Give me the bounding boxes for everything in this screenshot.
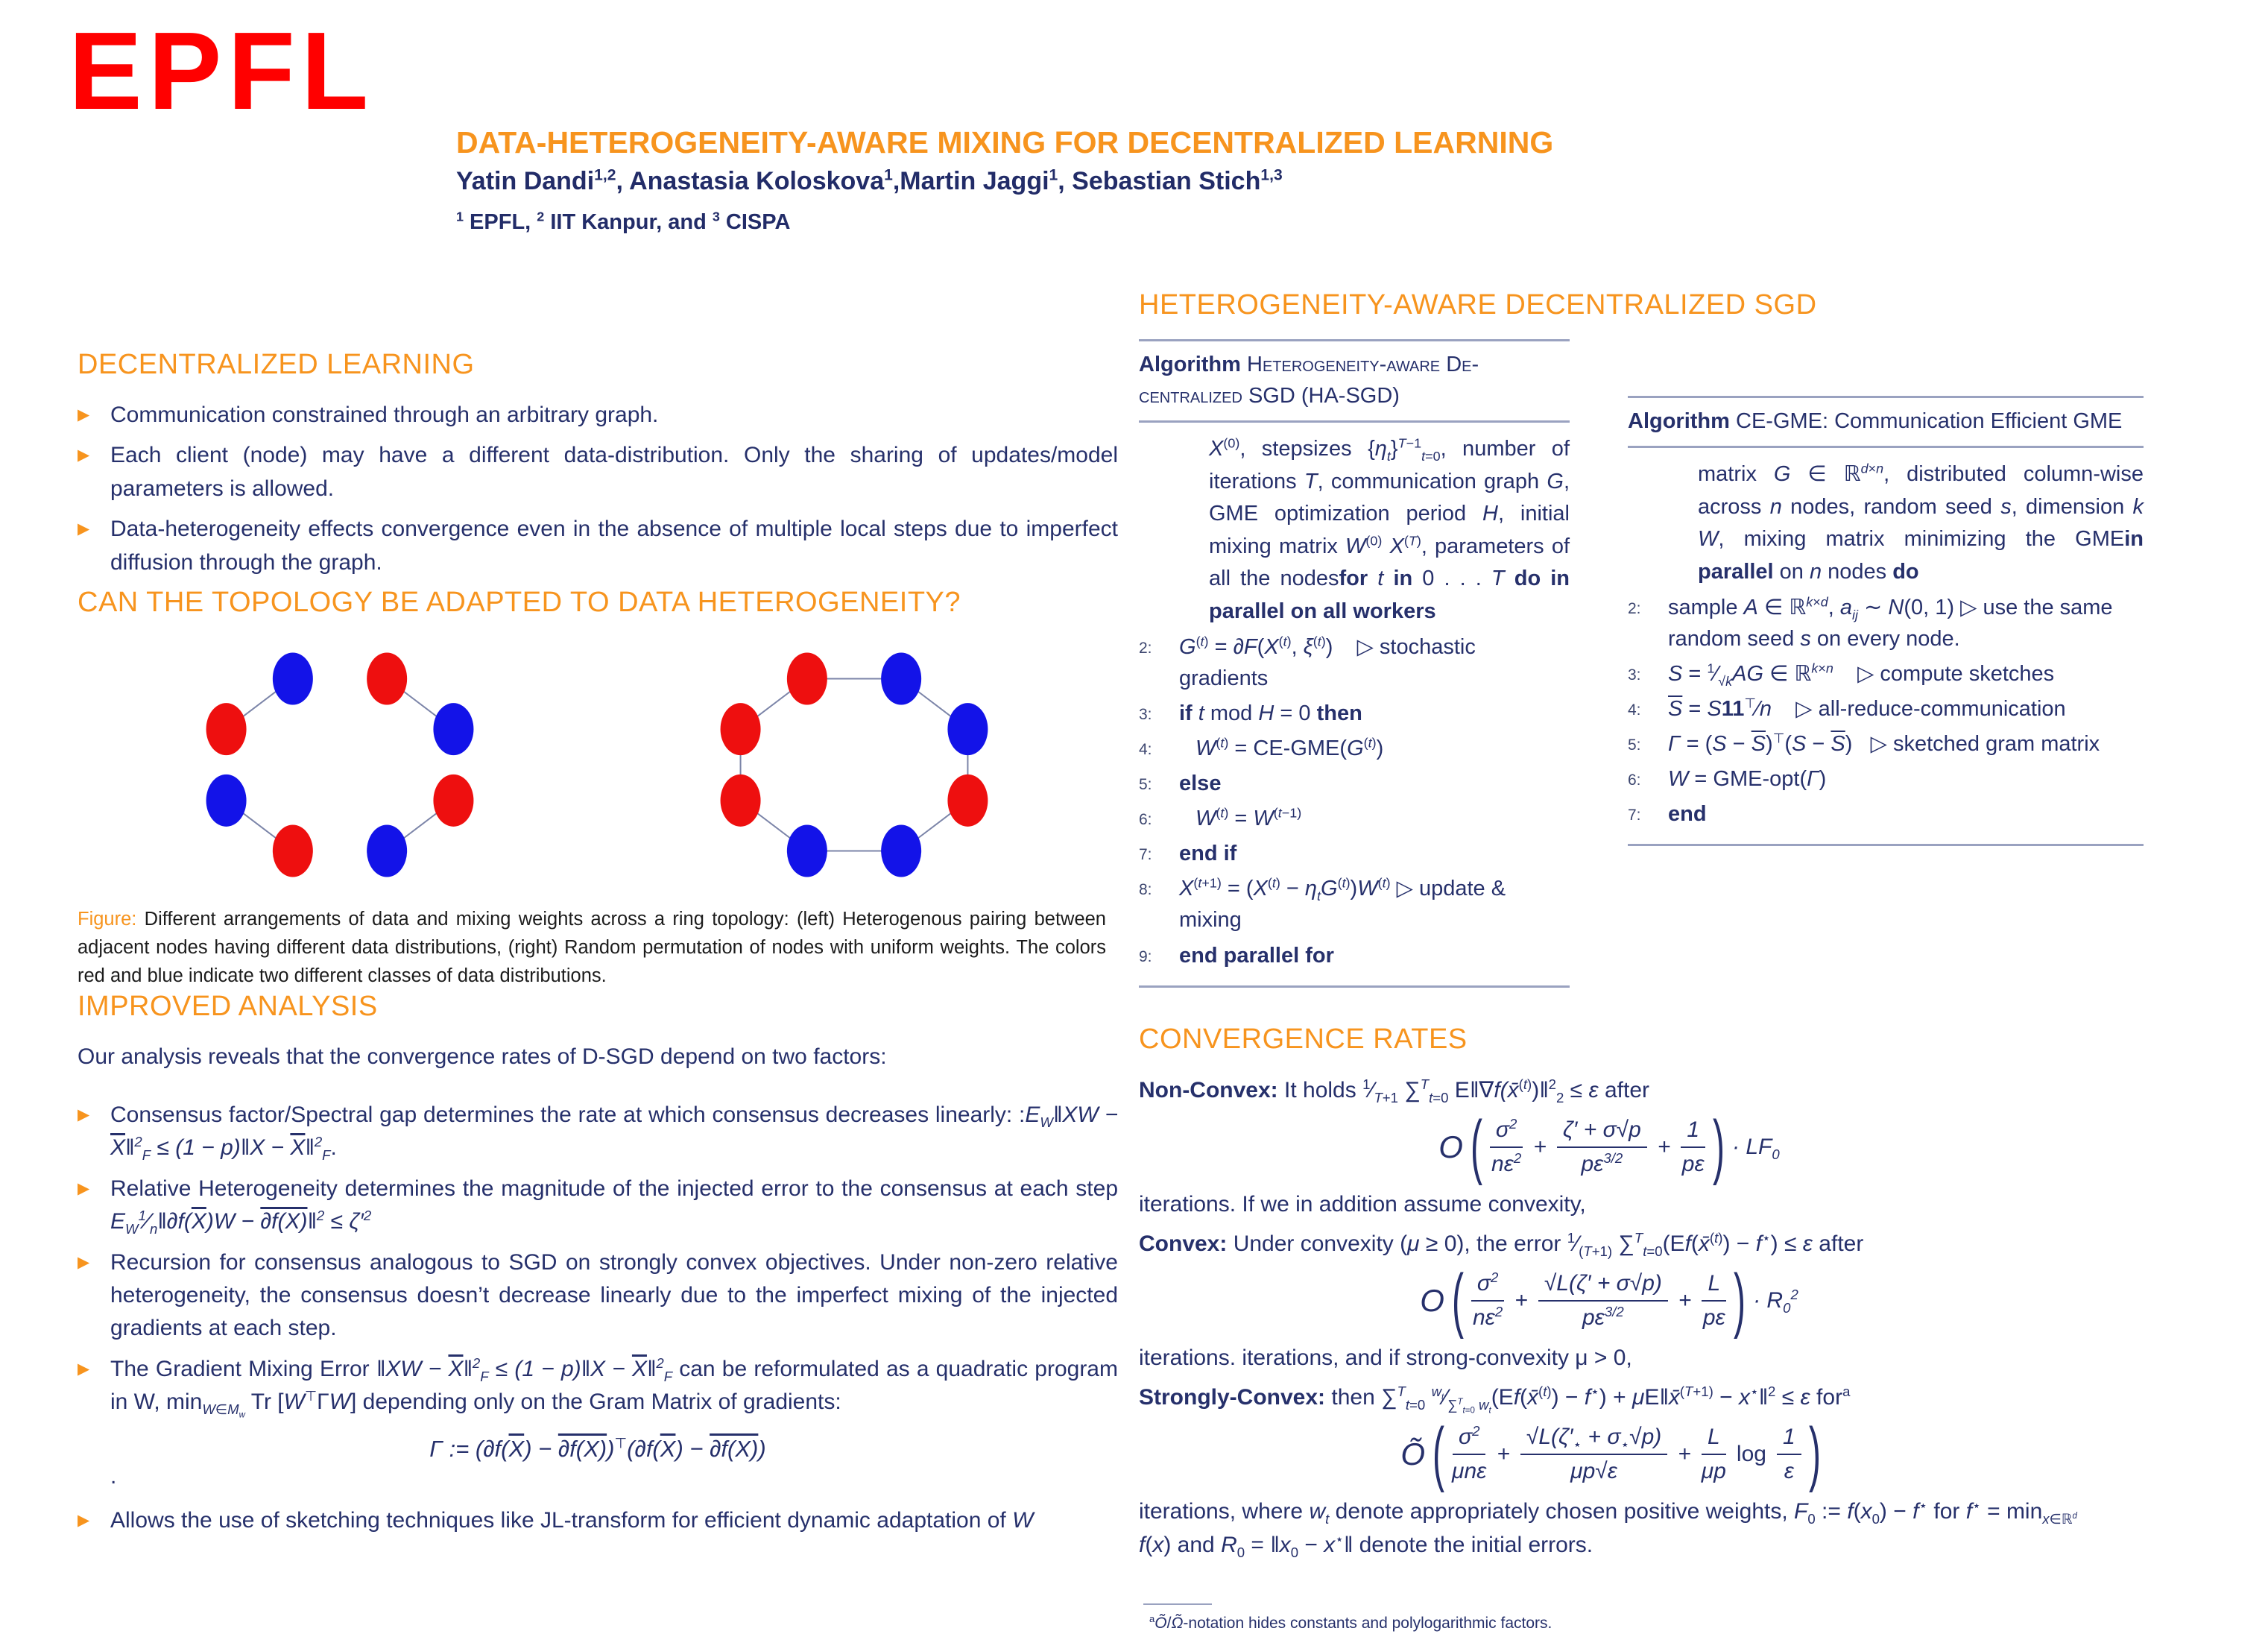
- graph-node-red: [787, 652, 827, 704]
- graph-node-red: [367, 652, 407, 704]
- left-paren: (: [1470, 1106, 1482, 1187]
- line-number: 7:: [1139, 846, 1152, 864]
- bullet-item: [78, 1246, 1118, 1346]
- bullet-item: [78, 1353, 1118, 1419]
- convergence-section: [1139, 1023, 2079, 1634]
- graph-node-blue: [273, 652, 313, 704]
- graph-node-blue: [787, 824, 827, 877]
- iterations-note: iterations. iterations, and if strong-convexity μ > 0,: [1139, 1345, 1632, 1370]
- algorithm-line: 2: sample A ∈ ℝ$^{k\times d}$, $a_{ij}$ ∼ N(0, 1) ▷ use the same random seed s on every node.: [1628, 592, 2144, 654]
- line-number: 8:: [1139, 881, 1152, 899]
- bullet-icon: ▶: [78, 1106, 90, 1124]
- figure-caption: [78, 905, 1106, 991]
- algorithm-line: 7: end: [1628, 798, 2144, 830]
- bullet-icon: ▶: [78, 447, 90, 464]
- bullet-item: [78, 439, 1118, 505]
- footnote: $^a$Õ/Ω̃-notation hides constants and polylogarithmic factors.: [1149, 1612, 1552, 1632]
- algorithm-line: 6: W = GME-opt(Γ): [1628, 763, 2144, 795]
- graph-node-blue: [947, 703, 988, 755]
- algorithm-title: Algorithm Heterogeneity-aware De- centralized SGD (HA-SGD): [1139, 341, 1570, 423]
- graph-node-red: [206, 703, 247, 755]
- nonconvex-statement: Non-Convex: It holds $^1⁄_{T+1}$ ∑$^T_{t=0}$ E‖∇f(x̄$^{(t)}$)‖$^2_2$ ≤ ε after: [1139, 1076, 1649, 1105]
- affiliations: $^1$ EPFL, $^2$ IIT Kanpur, and $^3$ CISPA: [456, 209, 791, 234]
- convex-statement: Convex: Under convexity (μ ≥ 0), the error $^1⁄_{(T+1)}$ ∑$^T_{t=0}$(Ef(x̄$^{(t)}$) − f⋆) ≤ ε after: [1139, 1229, 1864, 1259]
- algorithm-title: Algorithm CE-GME: Communication Efficient GME: [1628, 398, 2144, 448]
- bullet-icon: ▶: [78, 406, 90, 423]
- left-paren: (: [1432, 1413, 1445, 1494]
- algorithm-line: 6: $W^{(t)} = W^{(t-1)}$: [1139, 803, 1570, 834]
- algorithm-line: 5: else: [1139, 768, 1570, 799]
- line-number: 4:: [1139, 741, 1152, 759]
- graph-node-blue: [881, 652, 921, 704]
- line-number: 6:: [1628, 772, 1641, 789]
- improved-analysis-intro: Our analysis reveals that the convergence rates of D-SGD depend on two factors:: [78, 1044, 887, 1069]
- section-heading-convergence-rates: CONVERGENCE RATES: [1139, 1023, 1468, 1055]
- algorithm-body: [1139, 423, 1570, 971]
- algorithm-line: 3: $S = ^1⁄_{√k}AG$ ∈ ℝ$^{k\times n}$ ▷ compute sketches: [1628, 658, 2144, 690]
- right-paren: ): [1808, 1413, 1821, 1494]
- bullet-text: The Gradient Mixing Error ‖XW − $\overline{X}‖^2_F \le (1$ − p)‖X − $\overline{X}‖^2_F$ can be reformulated as a quadratic program in W, $\min_{W\in M_w} Tr$ [W⊤ΓW] depending only on the Gram Matrix of gradients:: [110, 1354, 1118, 1420]
- graph-node-blue: [367, 824, 407, 877]
- bullet-icon: ▶: [78, 1360, 90, 1378]
- line-number: 5:: [1139, 776, 1152, 794]
- algorithm-line: 2: $G^{(t)} = \partial F(X^{(t)}$, $\xi^{(t)}$) ▷ stochastic gradients: [1139, 631, 1570, 694]
- right-column: [1139, 289, 2147, 1634]
- algorithm-line: 8: $X^{(t+1)} = (X^{(t)} - \eta_tG^{(t)})W^{(t)}$ ▷ update & mixing: [1139, 873, 1570, 936]
- bullet-icon: ▶: [78, 520, 90, 538]
- line-number: 6:: [1139, 811, 1152, 829]
- graph-node-red: [433, 775, 473, 827]
- bullet-text: Communication constrained through an arbitrary graph.: [110, 403, 659, 427]
- poster-title: DATA-HETEROGENEITY-AWARE MIXING FOR DECENTRALIZED LEARNING: [456, 125, 1554, 160]
- bullet-item: [78, 1099, 1118, 1165]
- line-number: 7:: [1628, 807, 1641, 824]
- graph-node-red: [273, 824, 313, 877]
- graph-node-red: [721, 703, 761, 755]
- ring-topology-figure: [78, 637, 1114, 894]
- bullet-item: [78, 513, 1118, 579]
- big-O: O: [1438, 1129, 1463, 1164]
- rate-formula-nonconvex: O ( $\frac{\sigma^2}{n\varepsilon^2}$ + $\frac{\zeta' + \sigma√p}{p\varepsilon^{3/2}}$ + $\frac{1}{p\varepsilon}$ ) · $LF_0$: [1438, 1106, 1780, 1187]
- gram-matrix-formula: Γ := $(\partial f(\overline{X}) - \partial f(X))^⊤(\partial f(\overline{X}) - \partial f(X))$: [429, 1435, 766, 1462]
- initial-errors-note: iterations, where $w_t$ denote appropriately chosen positive weights, $F_0$ := $f(x_0) - f^⋆$ for $f^⋆ = \min_{x\in ℝ^d} f(x)$ and $R_0$ = $‖x_0$ − x⋆‖ denote the initial errors.: [1139, 1497, 2077, 1560]
- bullet-text: Consensus factor/Spectral gap determines the rate at which consensus decreases linearly: $:E_W‖XW$ − $\overline{X}‖^2_F \le (1$ − p)‖X − $\overline{X}‖^2_F$.: [110, 1103, 1119, 1164]
- algorithm-box-ce-gme: [1628, 396, 2144, 846]
- figure-caption-text: Different arrangements of data and mixing weights across a ring topology: (left) Heterogenous pairing between adjacent nodes having different data distributions, (right) Random permutation of nodes with uniform weights. The colors red and blue indicate two different classes of data distributions.: [78, 908, 1106, 987]
- line-number: 2:: [1628, 600, 1641, 618]
- bullet-item: [78, 1173, 1118, 1239]
- line-number: 5:: [1628, 736, 1641, 754]
- epfl-logo: EPFL: [69, 10, 375, 133]
- iterations-note: iterations. If we in addition assume convexity,: [1139, 1191, 1586, 1217]
- rate-formula-strongly-convex: Õ ( $\frac{\sigma^2}{\text{μnε}}$ + $\frac{√L(\zeta'_⋆ + \sigma_⋆√p)}{\mu p√\varepsilon}$ + $\frac{L}{\mu p}$ log $\frac{1}{\varepsilon}$ ): [1400, 1413, 1821, 1494]
- right-paren: ): [1713, 1106, 1725, 1187]
- algorithm-line: 7: end if: [1139, 838, 1570, 869]
- graph-node-blue: [433, 703, 473, 755]
- section-heading-improved-analysis: IMPROVED ANALYSIS: [78, 990, 378, 1022]
- figure-caption-label: Figure:: [78, 908, 137, 930]
- algorithm-input: matrix G ∈ ℝ$^{d\times n}$, distributed column-wise across n nodes, random seed s, dimension k W, mixing matrix minimizing the GMEin parallel on n nodes do: [1698, 461, 2144, 584]
- right-paren: ): [1734, 1260, 1746, 1340]
- algorithm-body: [1628, 448, 2144, 830]
- bullet-text: Each client (node) may have a different data-distribution. Only the sharing of updates/model parameters is allowed.: [110, 443, 1118, 501]
- section-heading-topology-question: CAN THE TOPOLOGY BE ADAPTED TO DATA HETEROGENEITY?: [78, 586, 961, 618]
- bullet-icon: ▶: [78, 1253, 90, 1271]
- section-heading-ha-sgd: HETEROGENEITY-AWARE DECENTRALIZED SGD: [1139, 289, 1817, 321]
- bullet-item: [78, 1504, 1118, 1537]
- graph-node-red: [721, 775, 761, 827]
- bullet-text: Relative Heterogeneity determines the magnitude of the injected error to the consensus at each step $E_W^1⁄_n‖\partial f(\overline{X})W$ − ∂f(X)‖$^2$ ≤ $\zeta'^2$: [110, 1176, 1118, 1237]
- algorithm-input: $X^{(0)}$, stepsizes $\{\eta_t\}^{T-1}_{t=0}$, number of iterations T, communication graph G, GME optimization period H, initial mixing matrix $W^{(0)}$ $X^{(T)}$, parameters of all the nodesfor t in 0 . . . T do in parallel on all workers: [1209, 435, 1570, 623]
- left-paren: (: [1451, 1260, 1464, 1340]
- bullet-icon: ▶: [78, 1179, 90, 1197]
- line-number: 2:: [1139, 640, 1152, 657]
- line-number: 4:: [1628, 701, 1641, 719]
- footnote-rule: [1143, 1603, 1212, 1605]
- line-number: 9:: [1139, 947, 1152, 965]
- algorithms-row: [1139, 339, 2147, 988]
- algorithm-line: 3: if t mod H = 0 then: [1139, 698, 1570, 729]
- big-O-tilde: Õ: [1400, 1436, 1426, 1471]
- line-number: 3:: [1139, 706, 1152, 724]
- log-operator: log: [1736, 1441, 1766, 1466]
- bullet-text: Allows the use of sketching techniques like JL-transform for efficient dynamic adaptation of W: [110, 1507, 1034, 1533]
- bullet-item: [78, 399, 1118, 432]
- graph-node-blue: [206, 775, 247, 827]
- graph-node-blue: [881, 824, 921, 877]
- bullet-text: Recursion for consensus analogous to SGD on strongly convex objectives. Under non-zero relative heterogeneity, the consensus doesn’t decrease linearly due to the imperfect mixing of the injected gradients at each step.: [110, 1249, 1118, 1341]
- big-O: O: [1420, 1282, 1444, 1318]
- section-heading-decentralized-learning: DECENTRALIZED LEARNING: [78, 349, 475, 380]
- left-column: [78, 349, 1118, 1545]
- line-number: 3:: [1628, 666, 1641, 684]
- rate-formula-convex: O ( $\frac{\sigma^2}{n\varepsilon^2}$ + $\frac{√L(\zeta' + \sigma√p)}{p\varepsilon^{3/2}}$ + $\frac{L}{p\varepsilon}$ ) · $R_0^2$: [1420, 1260, 1798, 1340]
- stray-period: .: [110, 1463, 117, 1489]
- authors: Yatin Dandi$^{1,2}$, Anastasia Koloskova$^1$,Martin Jaggi$^1$, Sebastian Stich$^{1,3}$: [456, 166, 1283, 195]
- strongly-convex-statement: Strongly-Convex: then ∑$^T_{t=0}$ $^{w_t}⁄_{\sum^T_{t=0} w_t}(Ef(x̄^{(t)}) - f^⋆)$ + μE‖x̄$^{(T+1)}$ − x⋆‖$^2$ ≤ ε for$^a$: [1139, 1383, 1851, 1416]
- bullet-text: Data-heterogeneity effects convergence even in the absence of multiple local steps due to imperfect diffusion through the graph.: [110, 517, 1118, 575]
- bullet-icon: ▶: [78, 1511, 90, 1529]
- algorithm-line: 5: $\Gamma = (S - \overline{S})^⊤(S - \overline{S})$ ▷ sketched gram matrix: [1628, 728, 2144, 760]
- algorithm-box-ha-sgd: [1139, 339, 1570, 988]
- algorithm-line: 9: end parallel for: [1139, 940, 1570, 971]
- algorithm-line: 4: $W^{(t)} = CE-GME(G^{(t)})$: [1139, 733, 1570, 764]
- graph-node-red: [947, 775, 988, 827]
- algorithm-line: 4: $\overline{S}$ = S11⊤⁄n ▷ all-reduce-communication: [1628, 693, 2144, 725]
